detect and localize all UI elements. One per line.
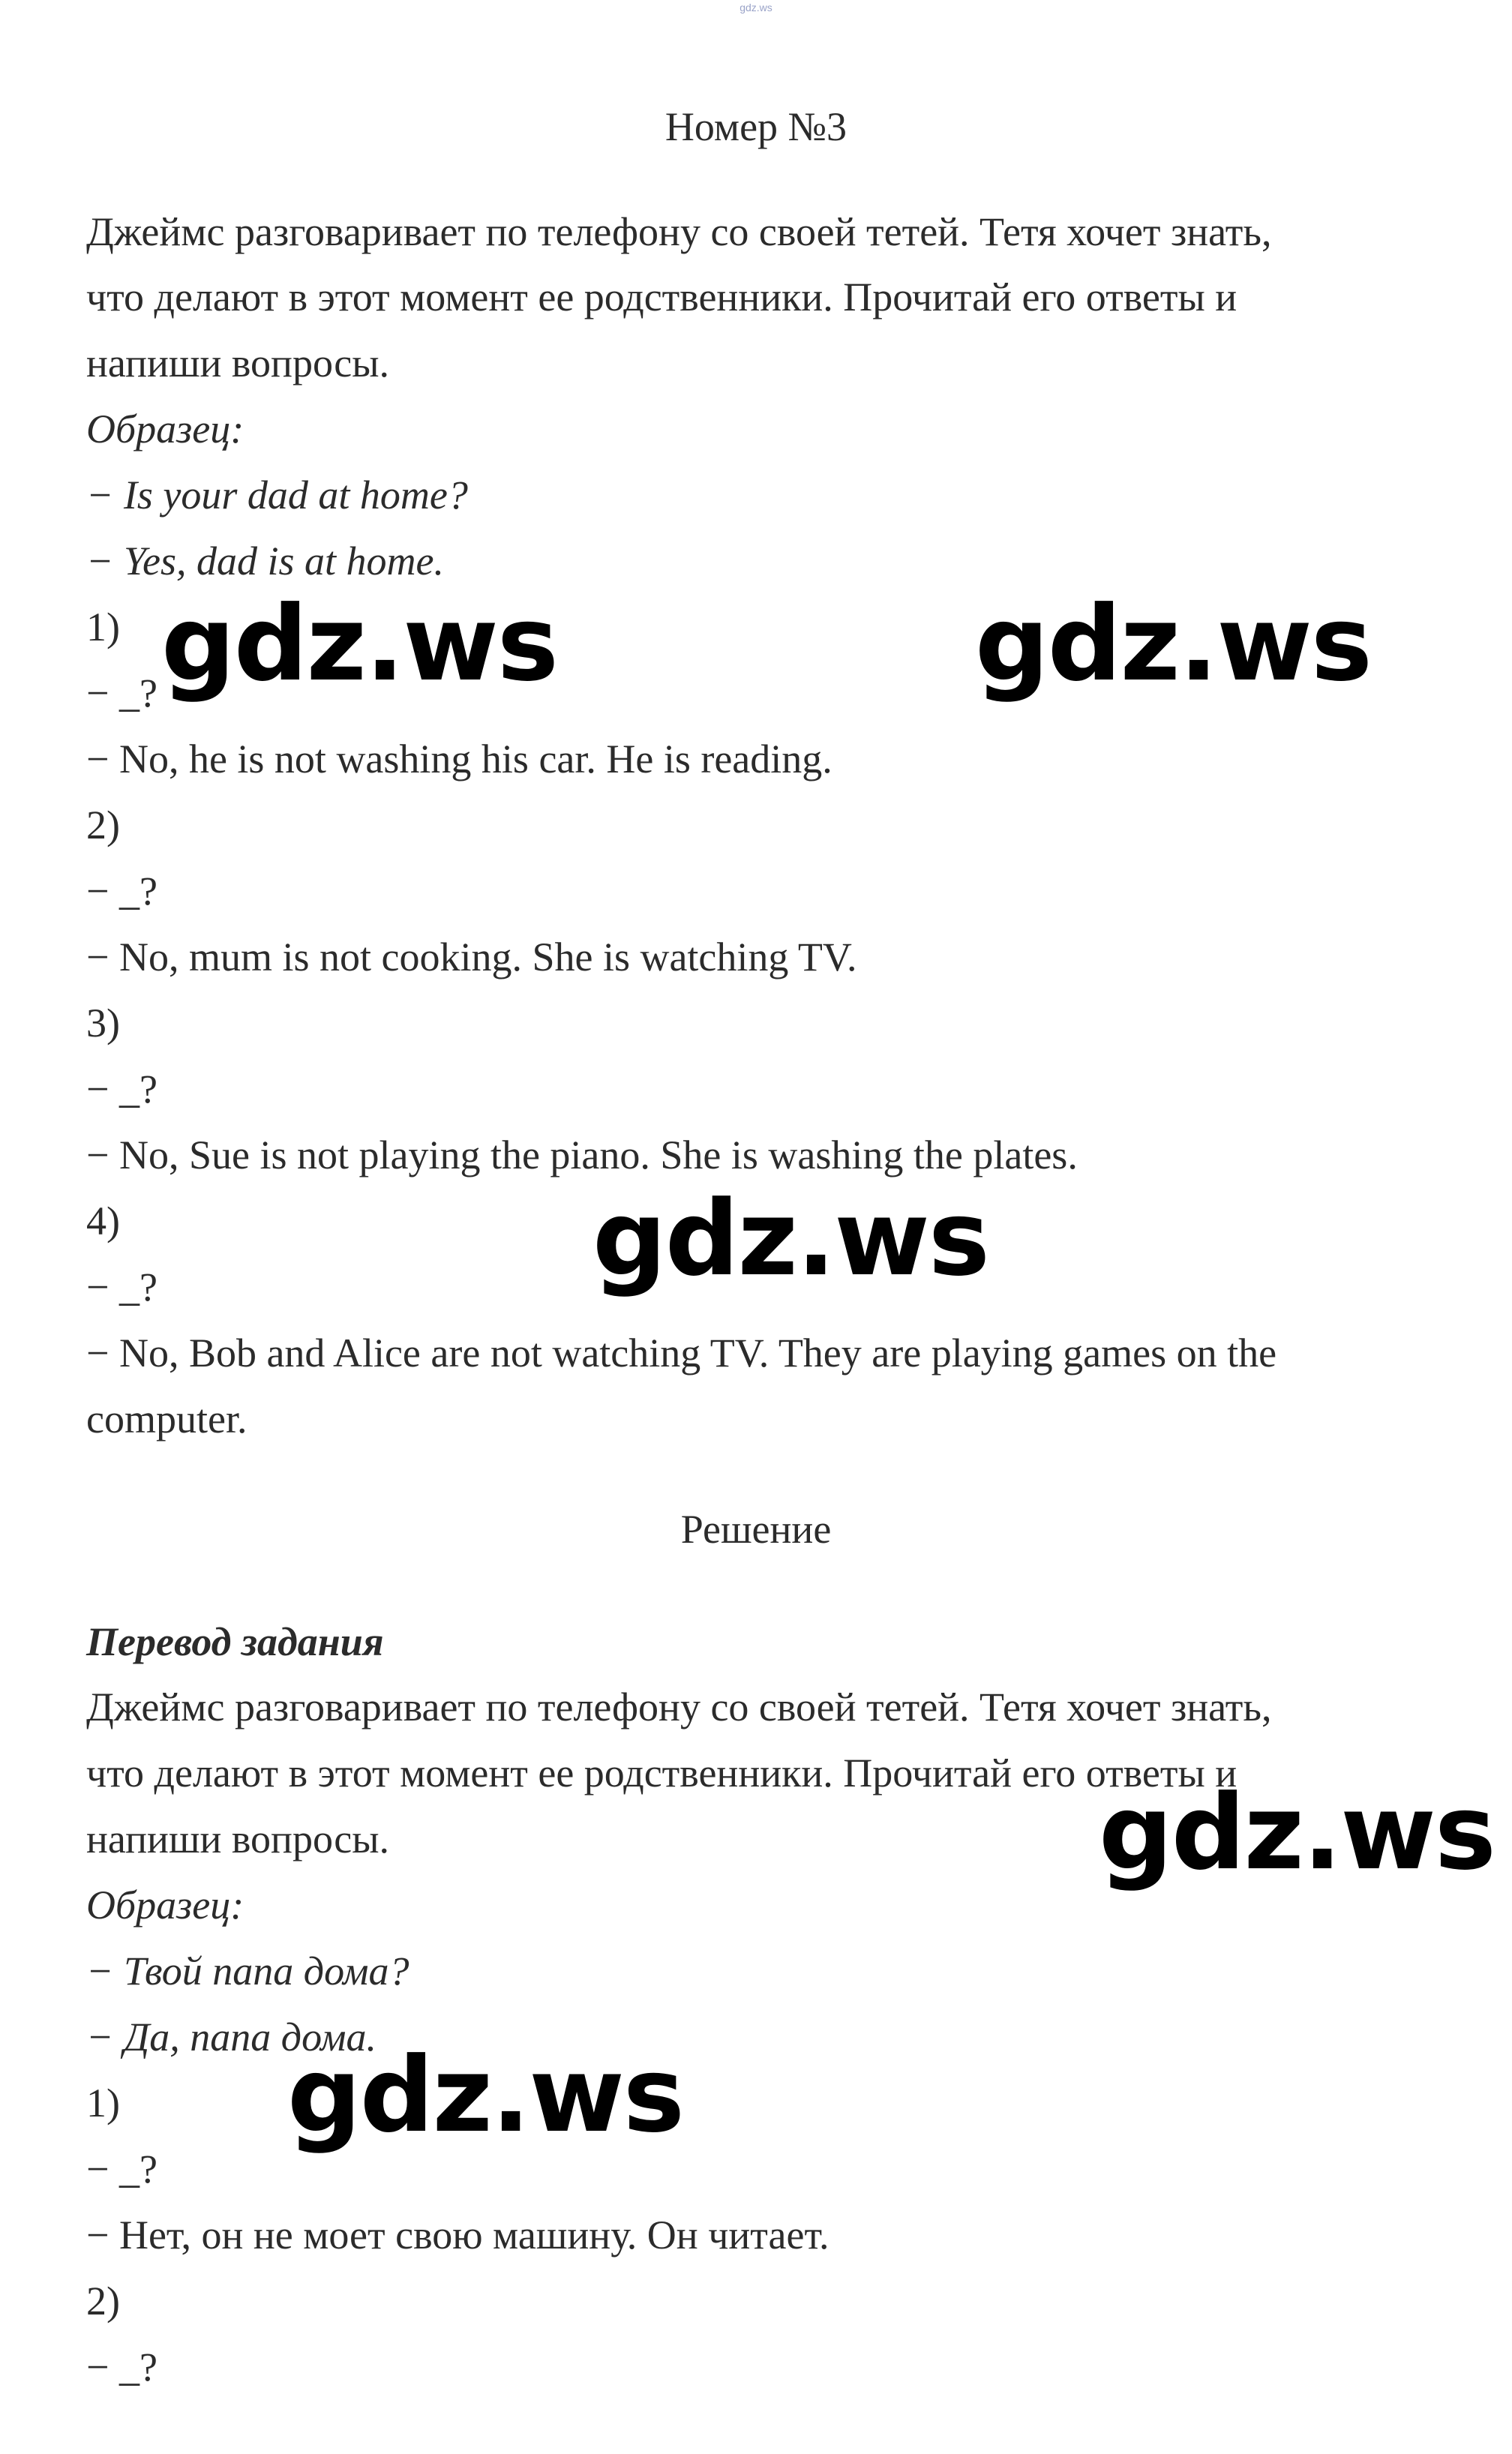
watermark-logo: gdz.ws bbox=[975, 584, 1371, 704]
solution-heading: Решение bbox=[680, 1507, 832, 1552]
task-intro-line-1: Джеймс разговаривает по телефону со своей тетей. Тетя хочет знать, bbox=[86, 209, 1272, 254]
task-item-4-answer: − No, Bob and Alice are not watching TV. They are playing games on the bbox=[86, 1330, 1277, 1376]
solution-example-label: Образец: bbox=[86, 1882, 244, 1928]
watermark-logo: gdz.ws bbox=[161, 584, 557, 704]
task-item-4-number: 4) bbox=[86, 1198, 120, 1244]
translation-heading: Перевод задания bbox=[86, 1619, 384, 1664]
watermark-logo: gdz.ws bbox=[592, 1178, 988, 1299]
task-item-3-number: 3) bbox=[86, 1000, 120, 1046]
task-intro-line-2: что делают в этот момент ее родственники. Прочитай его ответы и bbox=[86, 274, 1238, 320]
task-item-3-question: − _? bbox=[86, 1066, 158, 1112]
watermark-logo: gdz.ws bbox=[1099, 1772, 1495, 1893]
page-title: Номер №3 bbox=[664, 104, 848, 149]
solution-intro-line-2: что делают в этот момент ее родственники. Прочитай его ответы и bbox=[86, 1750, 1238, 1796]
solution-example-line-1: − Твой папа дома? bbox=[86, 1948, 410, 1994]
task-item-3-answer: − No, Sue is not playing the piano. She is washing the plates. bbox=[86, 1132, 1078, 1178]
task-item-1-number: 1) bbox=[86, 604, 120, 650]
task-item-4-question: − _? bbox=[86, 1264, 158, 1310]
solution-item-1-question: − _? bbox=[86, 2146, 158, 2192]
task-example-line-2: − Yes, dad is at home. bbox=[86, 538, 444, 584]
watermark-logo: gdz.ws bbox=[287, 2035, 683, 2156]
task-example-label: Образец: bbox=[86, 406, 244, 452]
task-item-2-question: − _? bbox=[86, 868, 158, 914]
task-intro-line-3: напиши вопросы. bbox=[86, 340, 390, 386]
task-item-2-answer: − No, mum is not cooking. She is watching TV. bbox=[86, 934, 857, 980]
solution-item-1-answer: − Нет, он не моет свою машину. Он читает. bbox=[86, 2212, 830, 2258]
solution-item-2-question: − _? bbox=[86, 2344, 158, 2390]
solution-item-2-number: 2) bbox=[86, 2278, 120, 2324]
solution-intro-line-1: Джеймс разговаривает по телефону со своей тетей. Тетя хочет знать, bbox=[86, 1684, 1272, 1730]
solution-item-1-number: 1) bbox=[86, 2080, 120, 2126]
task-example-line-1: − Is your dad at home? bbox=[86, 472, 468, 518]
task-item-4-answer-continued: computer. bbox=[86, 1396, 248, 1442]
solution-example-line-2: − Да, папа дома. bbox=[86, 2014, 377, 2060]
task-item-1-answer: − No, he is not washing his car. He is reading. bbox=[86, 736, 832, 782]
solution-intro-line-3: напиши вопросы. bbox=[86, 1816, 390, 1862]
top-watermark: gdz.ws bbox=[740, 2, 772, 14]
task-item-2-number: 2) bbox=[86, 802, 120, 848]
task-item-1-question: − _? bbox=[86, 670, 158, 716]
